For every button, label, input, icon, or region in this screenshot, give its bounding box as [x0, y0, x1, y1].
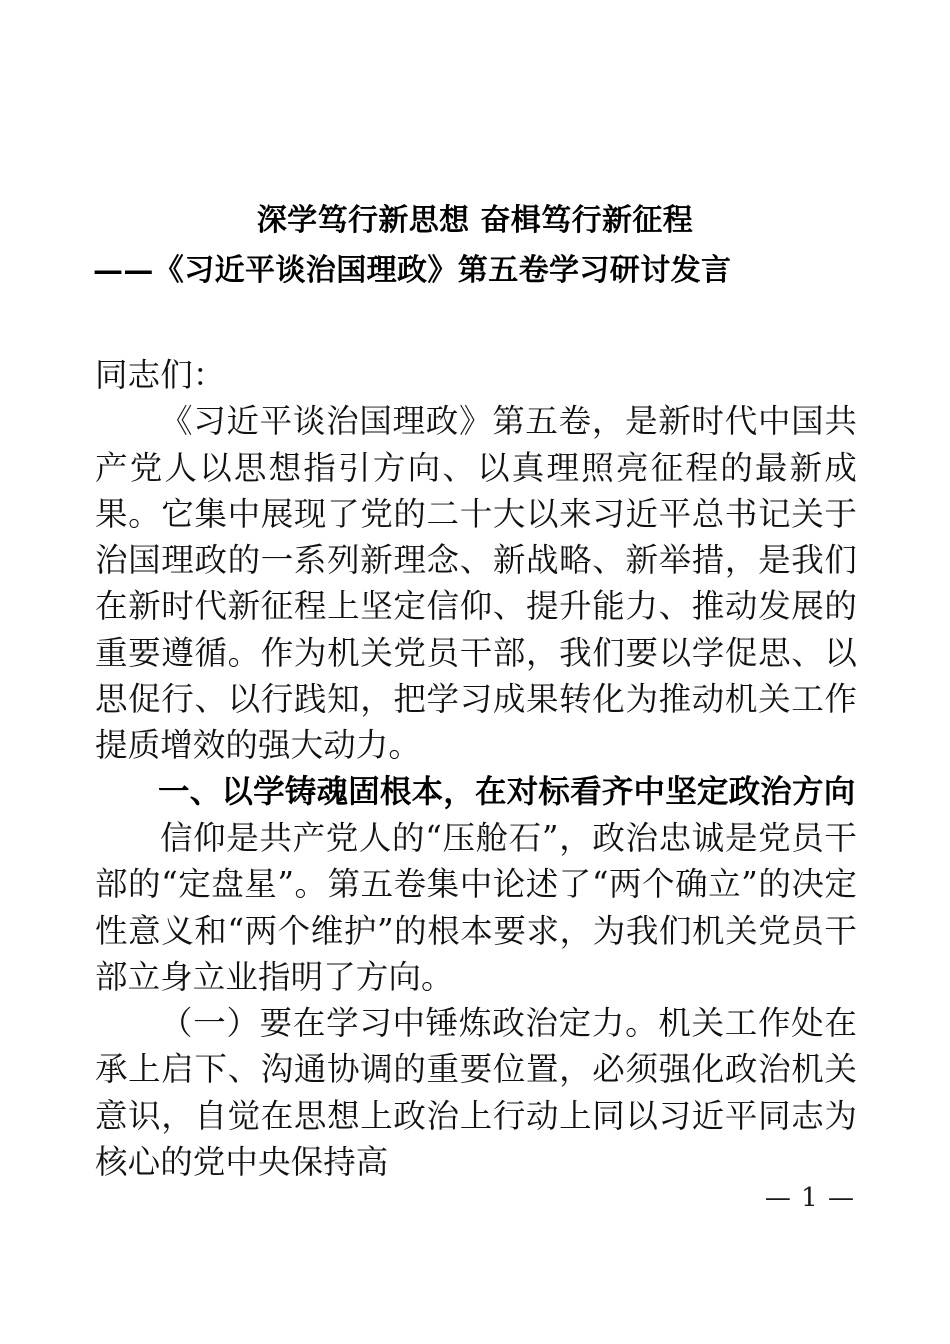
document-title-line-2: ——《习近平谈治国理政》第五卷学习研讨发言 — [93, 253, 732, 288]
document-title — [95, 196, 855, 296]
document-title-line-1: 深学笃行新思想 奋楫笃行新征程 — [256, 203, 694, 238]
salutation: 同志们： — [95, 356, 226, 394]
document-body — [95, 352, 857, 1185]
paragraph-2: 信仰是共产党人的“压舱石”，政治忠诚是党员干部的“定盘星”。第五卷集中论述了“两个确立”的决定性意义和“两个维护”的根本要求，为我们机关党员干部立身立业指明了方向。 — [95, 818, 857, 996]
paragraph-1: 《习近平谈治国理政》第五卷，是新时代中国共产党人以思想指引方向、以真理照亮征程的最新成果。它集中展现了党的二十大以来习近平总书记关于治国理政的一系列新理念、新战略、新举措，是我们在新时代新征程上坚定信仰、提升能力、推动发展的重要遵循。作为机关党员干部，我们要以学促思、以思促行、以行践知，把学习成果转化为推动机关工作提质增效的强大动力。 — [95, 402, 857, 765]
paragraph-3: （一）要在学习中锤炼政治定力。机关工作处在承上启下、沟通协调的重要位置，必须强化政治机关意识，自觉在思想上政治上行动上同以习近平同志为核心的党中央保持高 — [95, 1004, 857, 1182]
section-heading-1: 一、以学铸魂固根本，在对标看齐中坚定政治方向 — [158, 773, 856, 810]
page-number: — 1 — — [764, 1183, 855, 1213]
